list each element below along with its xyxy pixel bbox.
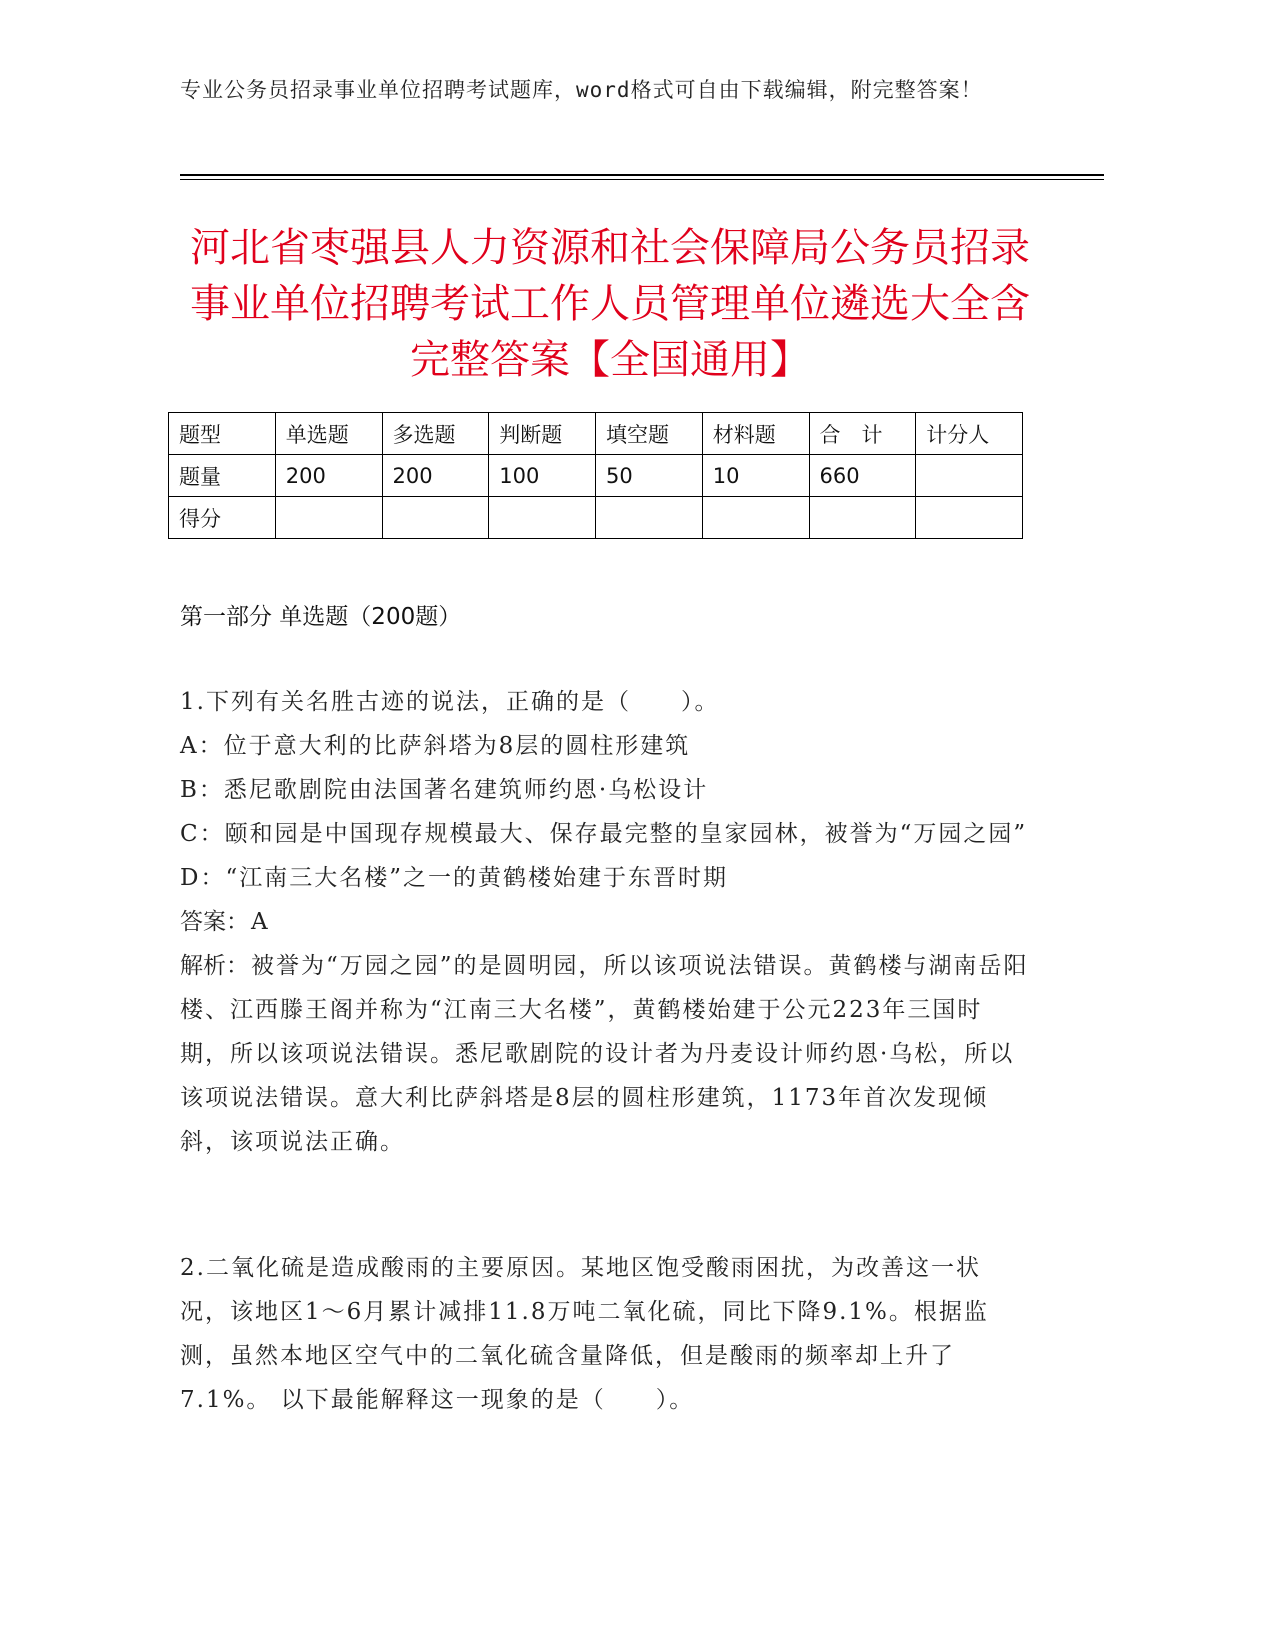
question-2 bbox=[180, 1246, 1030, 1422]
table-cell: 题量 bbox=[169, 455, 276, 497]
table-cell: 题型 bbox=[169, 413, 276, 455]
analysis-label: 解析 bbox=[180, 953, 226, 979]
table-cell: 660 bbox=[809, 455, 916, 497]
table-cell: 合 计 bbox=[809, 413, 916, 455]
table-cell: 判断题 bbox=[489, 413, 596, 455]
header-rule bbox=[180, 174, 1104, 176]
option-c: C：颐和园是中国现存规模最大、保存最完整的皇家园林，被誉为“万园之园” bbox=[180, 821, 1028, 847]
option-b: B：悉尼歌剧院由法国著名建筑师约恩·乌松设计 bbox=[180, 777, 709, 803]
table-cell: 50 bbox=[596, 455, 703, 497]
answer-line bbox=[180, 900, 1030, 944]
table-cell: 得分 bbox=[169, 497, 276, 539]
table-cell: 单选题 bbox=[275, 413, 382, 455]
table-cell: 100 bbox=[489, 455, 596, 497]
document-title: 河北省枣强县人力资源和社会保障局公务员招录事业单位招聘考试工作人员管理单位遴选大全含完整答案【全国通用】 bbox=[190, 225, 1030, 383]
table-row-score bbox=[169, 497, 1023, 539]
analysis-line bbox=[180, 944, 1030, 1164]
table-cell: 填空题 bbox=[596, 413, 703, 455]
table-cell bbox=[916, 497, 1023, 539]
table-cell bbox=[275, 497, 382, 539]
table-cell bbox=[489, 497, 596, 539]
table-cell bbox=[596, 497, 703, 539]
analysis-text: ：被誉为“万园之园”的是圆明园，所以该项说法错误。黄鹤楼与湖南岳阳楼、江西滕王阁并称为“江南三大名楼”，黄鹤楼始建于公元223年三国时期，所以该项说法错误。悉尼歌剧院的设计者为丹麦设计师约恩·乌松，所以该项说法错误。意大利比萨斜塔是8层的圆柱形建筑，1173年首次发现倾斜，该项说法正确。 bbox=[180, 953, 1029, 1155]
table-cell: 计分人 bbox=[916, 413, 1023, 455]
header-rule-thin bbox=[180, 179, 1104, 180]
table-row-header bbox=[169, 413, 1023, 455]
table-cell bbox=[382, 497, 489, 539]
table-cell bbox=[916, 455, 1023, 497]
table-cell: 多选题 bbox=[382, 413, 489, 455]
table-cell bbox=[809, 497, 916, 539]
option-d: D：“江南三大名楼”之一的黄鹤楼始建于东晋时期 bbox=[180, 865, 728, 891]
score-table bbox=[168, 412, 1023, 539]
table-cell: 200 bbox=[382, 455, 489, 497]
table-row-count bbox=[169, 455, 1023, 497]
table-cell: 材料题 bbox=[702, 413, 809, 455]
table-cell bbox=[702, 497, 809, 539]
question-stem: 2.二氧化硫是造成酸雨的主要原因。某地区饱受酸雨困扰，为改善这一状况，该地区1～6月累计减排11.8万吨二氧化硫，同比下降9.1%。根据监测，虽然本地区空气中的二氧化硫含量降低，但是酸雨的频率却上升了7.1%。 以下最能解释这一现象的是（ ）。 bbox=[180, 1255, 989, 1413]
table-cell: 200 bbox=[275, 455, 382, 497]
option-a: A：位于意大利的比萨斜塔为8层的圆柱形建筑 bbox=[180, 733, 691, 759]
header-note: 专业公务员招录事业单位招聘考试题库，word格式可自由下载编辑，附完整答案！ bbox=[180, 78, 983, 102]
table-cell: 10 bbox=[702, 455, 809, 497]
answer-value: ：A bbox=[226, 909, 270, 935]
question-1 bbox=[180, 680, 1030, 1164]
section-title: 第一部分 单选题（200题） bbox=[180, 604, 462, 630]
answer-label: 答案 bbox=[180, 909, 226, 935]
question-stem: 1.下列有关名胜古迹的说法，正确的是（ ）。 bbox=[180, 689, 720, 715]
